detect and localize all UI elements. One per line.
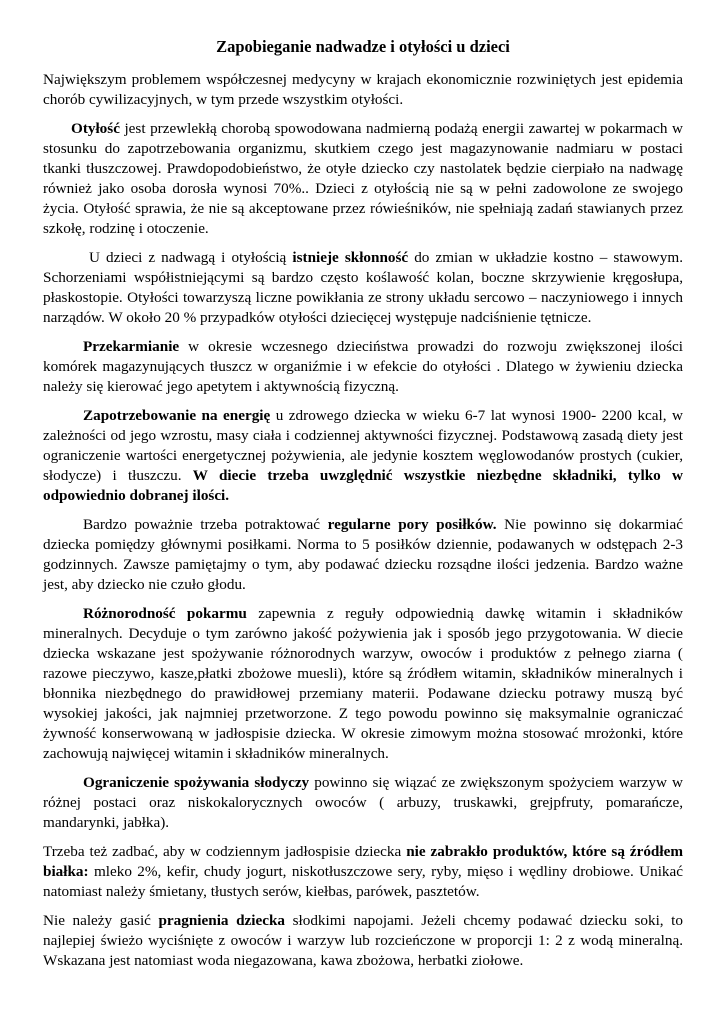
- paragraph-text: powinno się wiązać ze zwiększonym spożyciem warzyw w różnej postaci oraz niskokalorycznych owoców ( arbuzy, truskawki, grejpfruty, pomarańcze, mandarynki, jabłka).: [43, 774, 683, 831]
- bold-term: pragnienia dziecka: [158, 912, 286, 929]
- paragraph-protein: [43, 842, 683, 902]
- paragraph-text: jest przewlekłą chorobą spowodowana nadmierną podażą energii zawartej w pokarmach w stosunku do zapotrzebowania organizmu, skutkiem czego jest magazynowanie nadmiaru w postaci tkanki tłuszczowej. Prawdopodobieństwo, że otyłe dziecko czy nastolatek będzie cierpiało na nadwagę również jako osoba dorosła wynosi 70%.. Dzieci z otyłością nie są w pełni zadowolone ze swojego życia. Otyłość sprawia, że nie są akceptowane przez rówieśników, nie spełniają zadań stawianych przez szkołę, rodzinę i otoczenie.: [43, 120, 683, 237]
- paragraph-intro: [43, 70, 683, 110]
- paragraph-text: w okresie wczesnego dzieciństwa prowadzi do rozwoju zwiększonej ilości komórek magazynujących tłuszcz w organiźmie i w efekcie do otyłości . Dlatego w żywieniu dziecka należy się kierować jego apetytem i aktywnością fizyczną.: [43, 338, 683, 395]
- paragraph-text: słodkimi napojami. Jeżeli chcemy podawać dziecku soki, to najlepiej świeżo wyciśnięte z owoców i warzyw lub rozcieńczone w proporcji 1: 2 z wodą mineralną. Wskazana jest natomiast woda niegazowana, kawa zbożowa, herbatki ziołowe.: [43, 912, 683, 969]
- paragraph-text: mleko 2%, kefir, chudy jogurt, niskotłuszczowe sery, ryby, mięso i wędliny drobiowe. Unikać natomiast należy śmietany, tłustych serów, kiełbas, parówek, pasztetów.: [43, 863, 683, 900]
- bold-term: nie zabrakło produktów, które są źródłem białka:: [43, 843, 683, 880]
- paragraph-skeletal-changes: [43, 248, 683, 328]
- bold-term: Różnorodność pokarmu: [83, 605, 247, 622]
- paragraph-text: U dzieci z nadwagą i otyłością: [89, 249, 293, 266]
- bold-term: Przekarmianie: [83, 338, 180, 355]
- bold-term: Otyłość: [71, 120, 120, 137]
- paragraph-text: Trzeba też zadbać, aby w codziennym jadłospisie dziecka: [43, 843, 407, 860]
- bold-term: Ograniczenie spożywania słodyczy: [83, 774, 310, 791]
- bold-term: W diecie trzeba uwzględnić wszystkie niezbędne składniki, tylko w odpowiednio dobranej ilości.: [43, 467, 684, 504]
- bold-term: regularne pory posiłków.: [327, 516, 497, 533]
- paragraph-text: Nie należy gasić: [43, 912, 159, 929]
- paragraph-text: Nie powinno się dokarmiać dziecka pomiędzy głównymi posiłkami. Norma to 5 posiłków dziennie, podawanych w odstępach 2-3 godzinnych. Zawsze pamiętajmy o tym, aby podawać dziecku rozsądne ilości jedzenia. Bardzo ważne jest, aby dziecko nie czuło głodu.: [43, 516, 683, 593]
- paragraph-thirst: [43, 911, 683, 971]
- paragraph-food-variety: [43, 604, 683, 764]
- bold-term: istnieje skłonność: [292, 249, 409, 266]
- paragraph-text: zapewnia z reguły odpowiednią dawkę witamin i składników mineralnych. Decyduje o tym zarówno jakość pożywienia jak i sposób jego przygotowania. W diecie dziecka wskazane jest spożywanie różnorodnych warzyw, owoców i produktów z pełnego ziarna ( razowe pieczywo, kasze,płatki zbożowe muesli), które są źródłem witamin, składników mineralnych i błonnika niezbędnego do prawidłowej przemiany materii. Podawane dziecku potrawy muszą być wysokiej jakości, jak najmniej przetworzone. Z tego powodu powinno się maksymalnie ograniczać żywność konserwowaną w jadłospisie dziecka. W okresie zimowym można stosować mrożonki, które zachowują najwięcej witamin i składników mineralnych.: [43, 605, 683, 762]
- paragraph-text: do zmian w układzie kostno – stawowym. Schorzeniami współistniejącymi są bardzo często koślawość kolan, boczne skrzywienie kręgosłupa, płaskostopie. Otyłości towarzyszą liczne powikłania ze strony układu sercowo – naczyniowego i innych narządów. W około 20 % przypadków otyłości dziecięcej występuje nadciśnienie tętnicze.: [43, 249, 683, 326]
- document-title: Zapobieganie nadwadze i otyłości u dzieci: [216, 37, 510, 56]
- paragraph-meal-times: [43, 515, 683, 595]
- paragraph-text: Największym problemem współczesnej medycyny w krajach ekonomicznie rozwiniętych jest epidemia chorób cywilizacyjnych, w tym przede wszystkim otyłości.: [43, 71, 683, 108]
- paragraph-obesity: [43, 119, 683, 239]
- paragraph-text: Bardzo poważnie trzeba potraktować: [83, 516, 328, 533]
- paragraph-overfeeding: [43, 337, 683, 397]
- bold-term: Zapotrzebowanie na energię: [83, 407, 271, 424]
- paragraph-text: u zdrowego dziecka w wieku 6-7 lat wynosi 1900- 2200 kcal, w zależności od jego wzrostu, masy ciała i codziennej aktywności fizycznej. Podstawową zasadą diety jest ograniczenie wartości energetycznej pożywienia, ale jedynie kosztem węglowodanów prostych (cukier, słodycze) i tłuszczu.: [43, 407, 683, 484]
- paragraph-energy-needs: [43, 406, 683, 506]
- paragraph-limit-sweets: [43, 773, 683, 833]
